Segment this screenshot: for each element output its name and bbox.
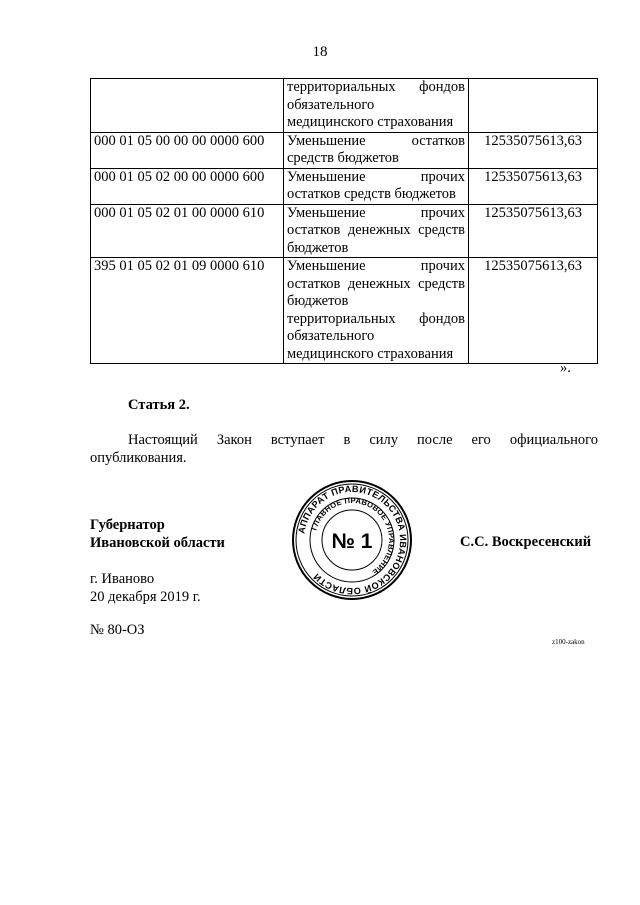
row-description-line: обязательного [287, 328, 375, 344]
row-description [284, 168, 469, 204]
place-date [90, 570, 201, 606]
row-description-line: медицинского страхования [287, 345, 454, 362]
signatory-name: С.С. Воскресенский [460, 534, 592, 550]
row-description [284, 204, 469, 258]
table-row [91, 204, 598, 258]
article-text-line-1: Настоящий Закон вступает в силу после его официального [128, 432, 598, 448]
table-row [91, 168, 598, 204]
row-description-line: Уменьшение прочих [287, 204, 465, 221]
signatory-position-line-2: Ивановской области [90, 535, 225, 551]
budget-table [90, 78, 598, 364]
row-description-line: остатков денежных средств [287, 222, 465, 238]
table-row [91, 79, 598, 133]
article-text [90, 431, 598, 467]
row-description [284, 258, 469, 364]
row-description-line: остатков денежных средств [287, 275, 465, 292]
row-code: 000 01 05 02 00 00 0000 600 [91, 168, 284, 204]
row-description-line: медицинского страхования [287, 114, 454, 130]
seal-inner-text: ГЛАВНОЕ ПРАВОВОЕ УПРАВЛЕНИЕ [309, 495, 397, 578]
row-amount: 12535075613,63 [469, 258, 598, 364]
row-description-line: бюджетов [287, 239, 349, 256]
seal-number: № 1 [331, 530, 373, 553]
page-number: 18 [312, 44, 328, 60]
row-code: 000 01 05 00 00 00 0000 600 [91, 132, 284, 168]
row-code: 000 01 05 02 01 00 0000 610 [91, 204, 284, 258]
place: г. Иваново [90, 571, 155, 587]
law-number: № 80-ОЗ [90, 622, 145, 638]
row-code [91, 79, 284, 133]
row-amount: 12535075613,63 [469, 204, 598, 258]
signatory-position [90, 516, 225, 552]
row-code: 395 01 05 02 01 09 0000 610 [91, 258, 284, 364]
row-description-line: обязательного [287, 96, 375, 113]
date: 20 декабря 2019 г. [90, 589, 201, 605]
budget-table-body [91, 79, 598, 364]
row-description-line: бюджетов [287, 293, 349, 309]
row-description-line: территориальных фондов [287, 310, 465, 327]
row-description-line: территориальных фондов [287, 79, 465, 95]
closing-quote: ». [560, 360, 571, 376]
row-description-line: Уменьшение прочих [287, 258, 465, 274]
row-amount [469, 79, 598, 133]
seal-outer-text: АППАРАТ ПРАВИТЕЛЬСТВА ИВАНОВСКОЙ ОБЛАСТИ [296, 483, 409, 597]
article-title: Статья 2. [128, 397, 190, 413]
table-row [91, 132, 598, 168]
official-seal-stamp [290, 478, 414, 602]
signatory-position-line-1: Губернатор [90, 517, 165, 533]
row-description-line: средств бюджетов [287, 150, 399, 166]
row-amount: 12535075613,63 [469, 132, 598, 168]
row-description-line: Уменьшение остатков [287, 132, 465, 149]
row-description-line: остатков средств бюджетов [287, 186, 456, 202]
document-code: z100-zakon [552, 638, 585, 646]
row-description [284, 79, 469, 133]
table-row [91, 258, 598, 364]
row-amount: 12535075613,63 [469, 168, 598, 204]
row-description [284, 132, 469, 168]
article-text-line-2: опубликования. [90, 450, 187, 466]
row-description-line: Уменьшение прочих [287, 168, 465, 185]
